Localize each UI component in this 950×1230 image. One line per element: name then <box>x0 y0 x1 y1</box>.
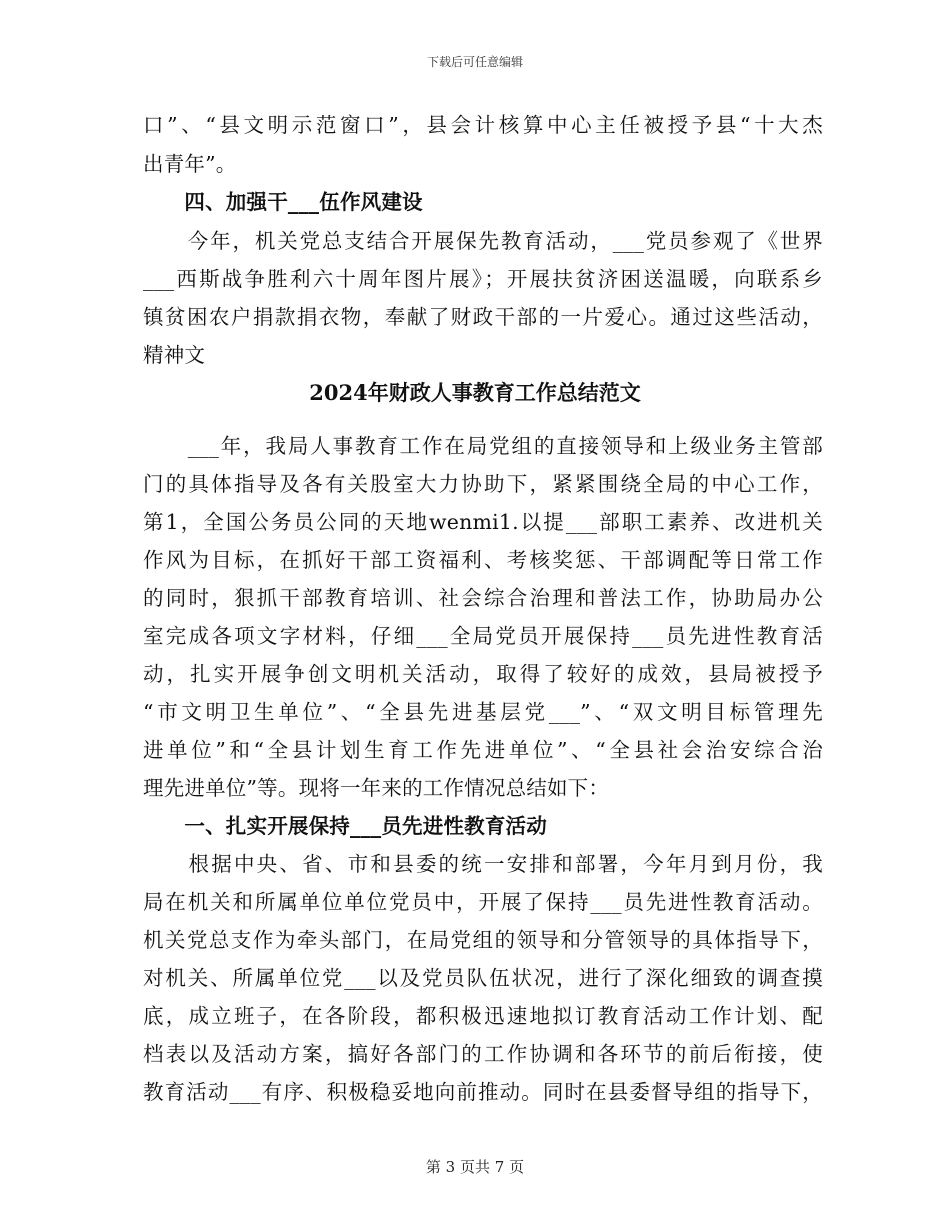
text-line: 理先进单位”等。现将一年来的工作情况总结如下： <box>143 776 610 800</box>
text-line: ___年，我局人事教育工作在局党组的直接领导和上级业务主管部 <box>143 434 823 458</box>
text-line: 机关党总支作为牵头部门，在局党组的领导和分管领导的具体指导下， <box>143 928 823 952</box>
text-line: 作风为目标，在抓好干部工资福利、考核奖惩、干部调配等日常工作 <box>143 548 823 572</box>
text-line: ___西斯战争胜利六十周年图片展》；开展扶贫济困送温暖，向联系乡 <box>143 267 823 291</box>
page-header: 下载后可任意编辑 <box>426 55 523 69</box>
text-line: 对机关、所属单位党___以及党员队伍状况，进行了深化细致的调查摸 <box>143 966 823 990</box>
text-line: 底，成立班子，在各阶段，都积极迅速地拟订教育活动工作计划、配 <box>143 1004 823 1028</box>
page-footer: 第 3 页共 7 页 <box>425 1158 525 1176</box>
text-line: 今年，机关党总支结合开展保先教育活动，___党员参观了《世界 <box>143 229 823 253</box>
text-line: 镇贫困农户捐款捐衣物，奉献了财政干部的一片爱心。通过这些活动， <box>143 305 823 329</box>
text-line: 动，扎实开展争创文明机关活动，取得了较好的成效，县局被授予 <box>143 662 823 686</box>
text-line: 门的具体指导及各有关股室大力协助下，紧紧围绕全局的中心工作， <box>143 472 823 496</box>
text-line: 局在机关和所属单位单位党员中，开展了保持___员先进性教育活动。 <box>143 890 823 914</box>
text-line: 的同时，狠抓干部教育培训、社会综合治理和普法工作，协助局办公 <box>143 586 823 610</box>
section-heading: 四、加强干___伍作风建设 <box>143 190 423 214</box>
text-line: 档表以及活动方案，搞好各部门的工作协调和各环节的前后衔接，使 <box>143 1042 823 1066</box>
text-line: “市文明卫生单位”、“全县先进基层党___”、“双文明目标管理先 <box>143 700 823 724</box>
section-heading: 一、扎实开展保持___员先进性教育活动 <box>143 814 547 838</box>
text-line: 口”、“县文明示范窗口”，县会计核算中心主任被授予县“十大杰 <box>143 113 823 137</box>
text-line: 出青年”。 <box>143 152 237 176</box>
document-title: 2024年财政人事教育工作总结范文 <box>309 380 641 405</box>
text-line: 教育活动___有序、积极稳妥地向前推动。同时在县委督导组的指导下， <box>143 1080 823 1104</box>
text-line: 进单位”和“全县计划生育工作先进单位”、“全县社会治安综合治 <box>143 738 823 762</box>
text-line: 第1，全国公务员公同的天地wenmi1.以提___部职工素养、改进机关 <box>143 510 823 534</box>
text-line: 室完成各项文字材料，仔细___全局党员开展保持___员先进性教育活 <box>143 624 823 648</box>
text-line: 根据中央、省、市和县委的统一安排和部署，今年月到月份，我 <box>143 852 823 876</box>
text-line: 精神文 <box>143 343 206 367</box>
